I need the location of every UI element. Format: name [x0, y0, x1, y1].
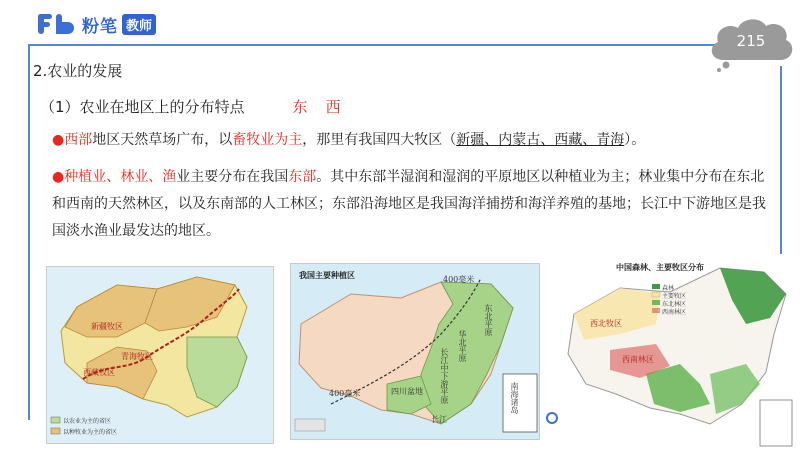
paragraph-west: ●西部地区天然草场广布，以畜牧业为主，那里有我国四大牧区（新疆、内蒙古、西藏、青海）。: [52, 132, 646, 148]
label-xinjiang: 新疆牧区: [91, 322, 123, 331]
sub-heading-text: （1）农业在地区上的分布特点: [40, 98, 245, 116]
label-sichuan: 四川盆地: [391, 387, 423, 396]
west-keyword: 西部: [64, 132, 93, 148]
label-xinan: 西南林区: [622, 355, 654, 364]
sub-heading: [40, 96, 345, 117]
globe-icon: [546, 412, 558, 424]
map3-title: 中国森林、主要牧区分布: [616, 262, 704, 272]
label-huabei: 华北平原: [458, 330, 467, 362]
logo-tag: 教师: [122, 14, 156, 35]
animal-husbandry-keyword: 畜牧业为主: [232, 132, 303, 148]
china-map-forest-icon: [560, 254, 800, 450]
page-number-cloud: [706, 14, 796, 72]
map3-legend-pasture: 主要牧区: [662, 293, 687, 300]
logo-text: 粉笔: [82, 16, 118, 37]
label-dongbei: 东北平原: [484, 304, 493, 336]
bullet-icon: ●: [52, 132, 65, 148]
map-crop-regions: [290, 263, 540, 440]
logo-mark-icon: [38, 14, 78, 34]
map-forest-pasture: [560, 254, 800, 450]
label-400mm-top: 400毫米: [443, 275, 475, 284]
label-400mm-bottom: 400毫米: [329, 389, 361, 398]
section-title: 2.农业的发展: [33, 62, 123, 80]
label-changjiang-plain: 长江中下游平原: [440, 348, 449, 404]
paragraph-east: ●种植业、林业、渔业主要分布在我国东部。其中东部半湿润和湿润的平原地区以种植业为主；林业集中分布在东北和西南的天然林区，以及东南部的人工林区；东部沿海地区是我国海洋捕捞和海洋养殖的基地；长江中下游地区是我国淡水渔业最发达的地区。: [52, 169, 766, 239]
map1-legend-pasture: 以种牧业为主的省区: [63, 429, 118, 436]
map3-legend-forest: 森林: [662, 285, 675, 292]
map-pastoral-regions: [46, 266, 274, 444]
frame-left-line: [28, 44, 30, 420]
label-xibei: 西北牧区: [590, 319, 622, 328]
map1-legend-farm: 以农业为主的省区: [63, 418, 112, 425]
map3-legend-southwest-forest: 西南林区: [662, 309, 687, 316]
east-keyword: 东部: [288, 169, 317, 185]
map3-legend-northeast-forest: 东北林区: [662, 301, 687, 308]
label-qinghai: 青海牧区: [121, 352, 153, 361]
label-changjiang-river: 长江: [431, 415, 447, 424]
frame-top-line: [28, 44, 730, 46]
east-label: 东: [292, 98, 312, 116]
industries-keyword: 种植业、林业、渔: [64, 169, 177, 185]
china-map-crop-icon: [291, 264, 540, 440]
label-xizang: 西藏牧区: [83, 368, 115, 377]
bullet-icon: ●: [52, 169, 65, 185]
pastoral-regions: 新疆、内蒙古、西藏、青海: [456, 132, 625, 148]
map2-title: 我国主要种植区: [299, 270, 355, 280]
label-nanhai: 南海诸岛: [510, 382, 519, 414]
page-number: 215: [736, 32, 766, 50]
brand-logo: [38, 13, 156, 35]
west-label: 西: [325, 98, 345, 116]
